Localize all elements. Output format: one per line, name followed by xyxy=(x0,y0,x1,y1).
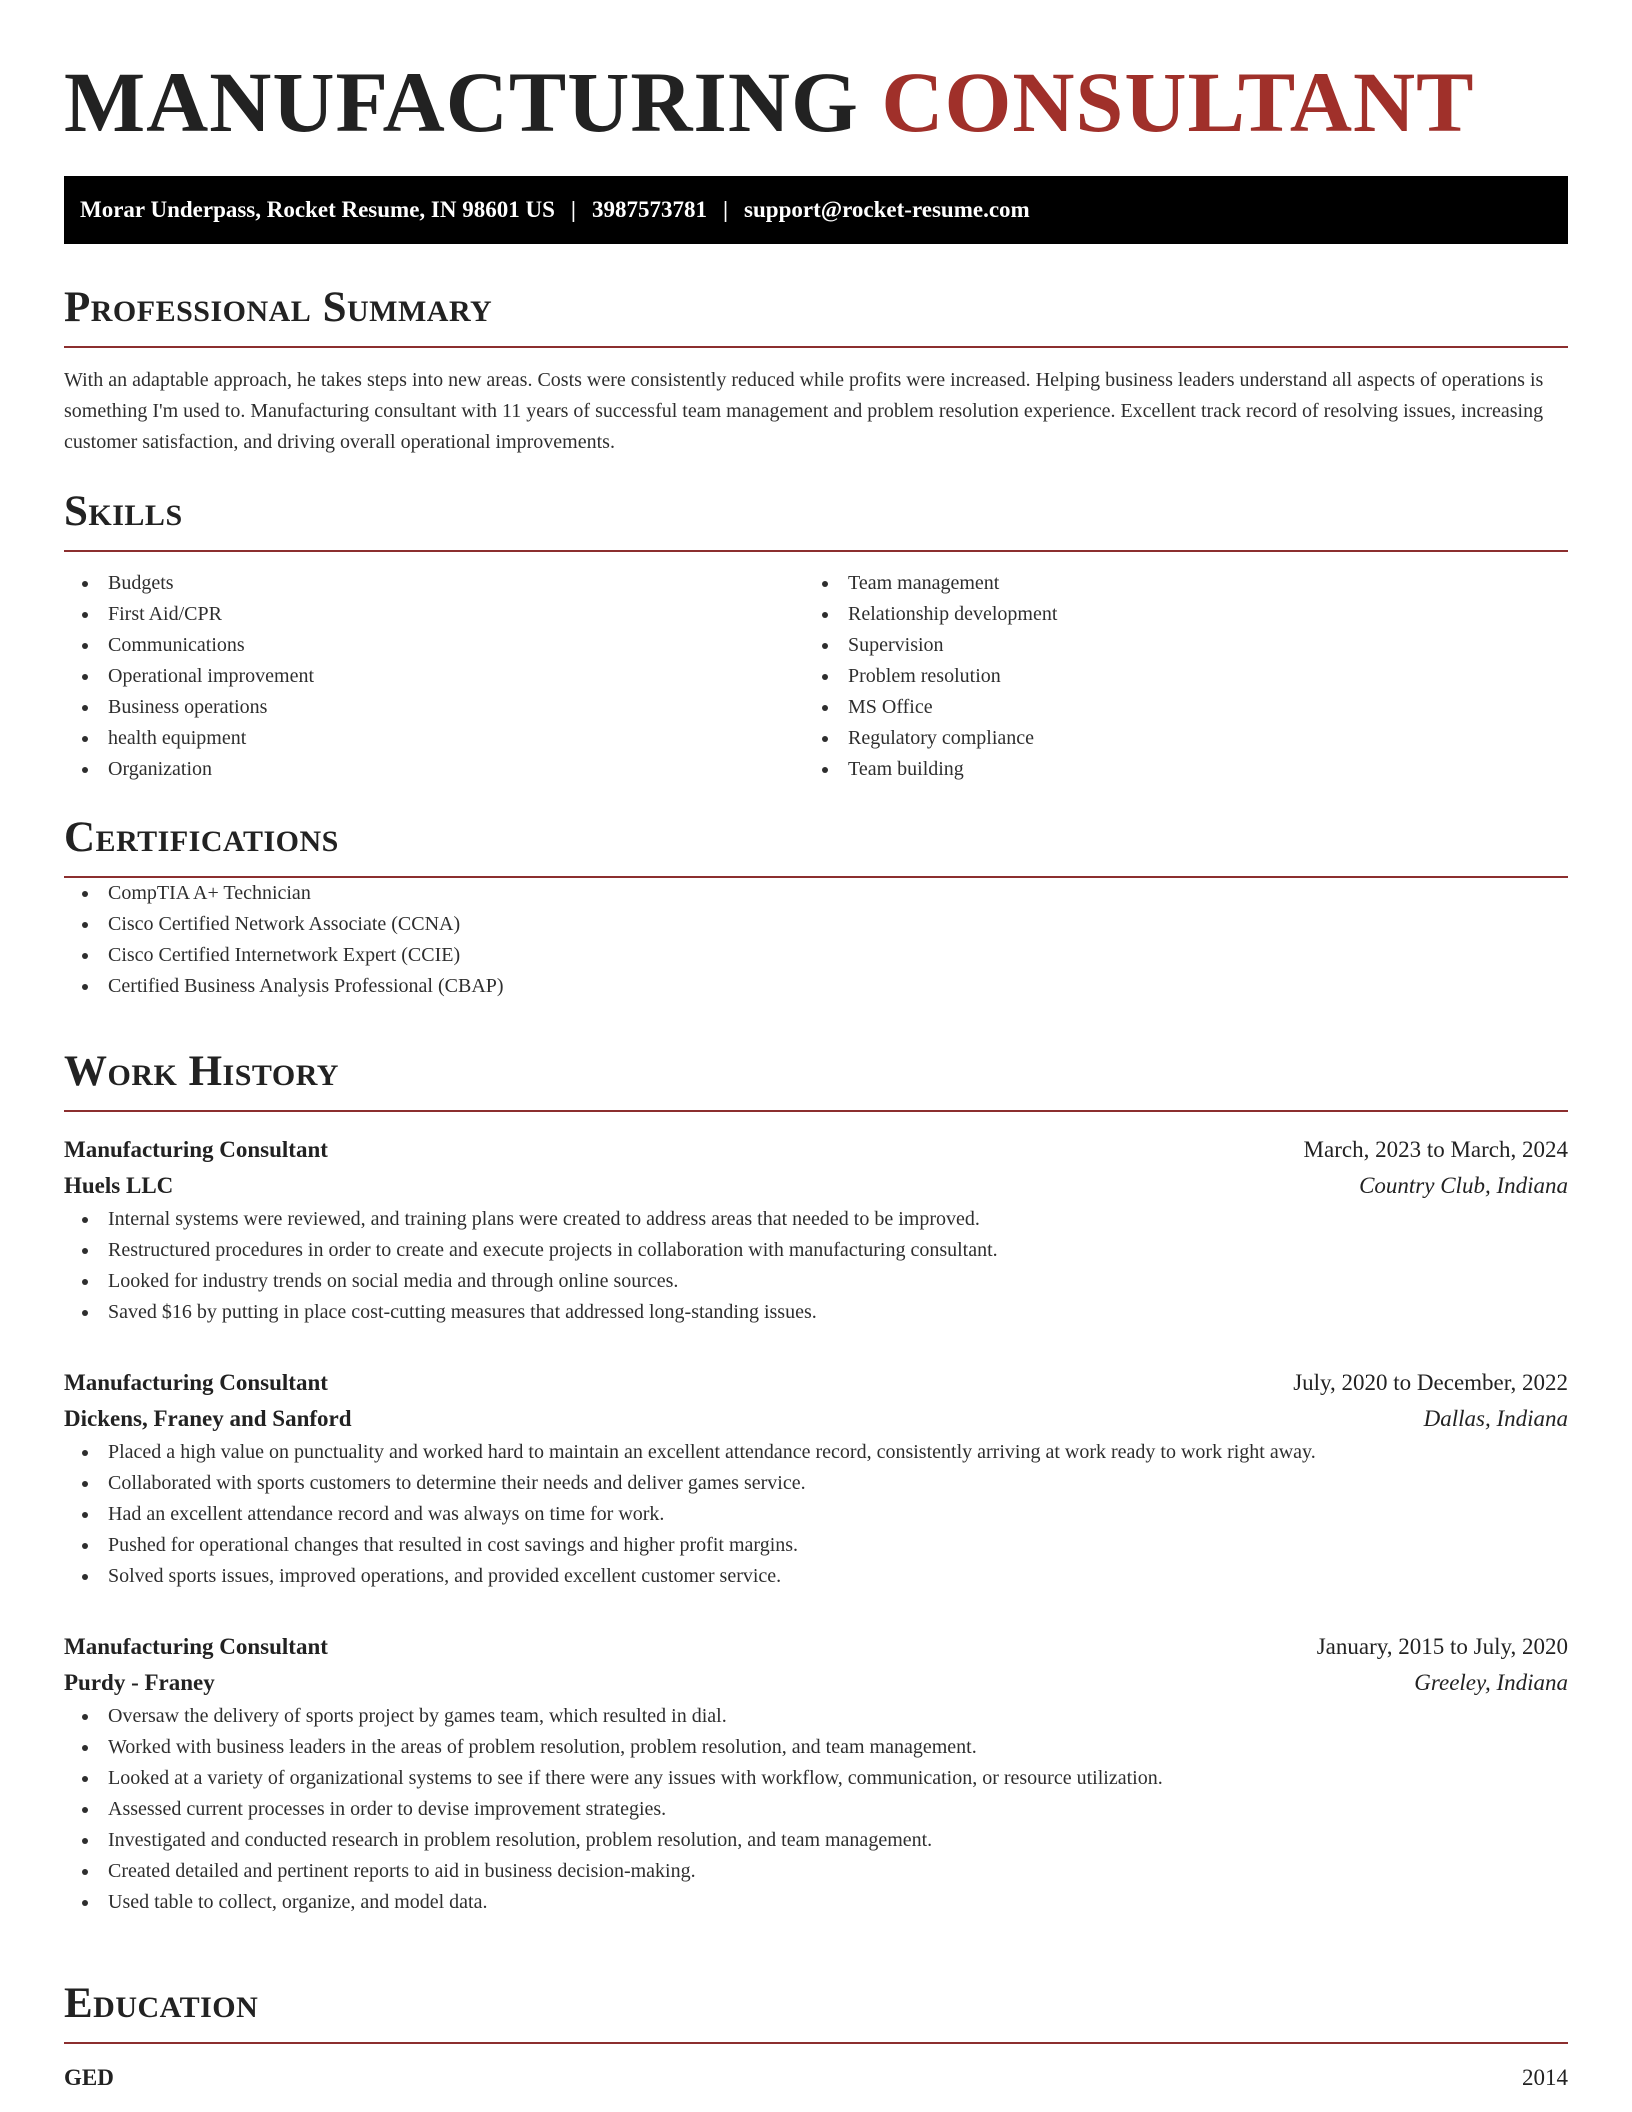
education-entry xyxy=(64,2060,1568,2096)
skill-item: Supervision xyxy=(804,630,1544,661)
job-title-row xyxy=(64,1132,1568,1168)
job-employer: Huels LLC xyxy=(64,1173,174,1198)
job-employer-row xyxy=(64,1168,1568,1204)
contact-bar xyxy=(64,176,1568,244)
job-bullet: Investigated and conducted research in problem resolution, problem resolution, and team management. xyxy=(64,1825,1568,1856)
skill-item: Relationship development xyxy=(804,599,1544,630)
job-location: Country Club, Indiana xyxy=(1359,1173,1568,1198)
resume-name xyxy=(64,52,1474,152)
job-bullet: Worked with business leaders in the areas of problem resolution, problem resolution, and team management. xyxy=(64,1732,1568,1763)
job-bullets xyxy=(64,1437,1568,1592)
job-bullet: Saved $16 by putting in place cost-cutting measures that addressed long-standing issues. xyxy=(64,1297,1568,1328)
education-year: 2014 xyxy=(1522,2065,1568,2090)
job-bullet: Solved sports issues, improved operations, and provided excellent customer service. xyxy=(64,1561,1568,1592)
education-row xyxy=(64,2060,1568,2096)
job-bullet: Restructured procedures in order to create and execute projects in collaboration with manufacturing consultant. xyxy=(64,1235,1568,1266)
certification-item: CompTIA A+ Technician xyxy=(64,878,1568,909)
job-bullets xyxy=(64,1701,1568,1918)
skills-grid xyxy=(64,568,1568,785)
contact-address: Morar Underpass, Rocket Resume, IN 98601 US xyxy=(80,197,555,222)
education-degree: GED xyxy=(64,2065,114,2090)
summary-text: With an adaptable approach, he takes steps into new areas. Costs were consistently reduced while profits were increased. Helping business leaders understand all aspects of operations is something I'm used to. Manufacturing consultant with 11 years of successful team management and problem resolution experience. Excellent track record of resolving issues, increasing customer satisfaction, and driving overall operational improvements. xyxy=(64,369,1544,453)
job-title: Manufacturing Consultant xyxy=(64,1634,328,1659)
skill-item: First Aid/CPR xyxy=(64,599,804,630)
jobs-list xyxy=(64,1132,1568,1918)
job-location: Dallas, Indiana xyxy=(1423,1406,1568,1431)
certification-item: Cisco Certified Network Associate (CCNA) xyxy=(64,909,1568,940)
skill-item: Team building xyxy=(804,754,1544,785)
contact-email: support@rocket-resume.com xyxy=(744,197,1030,222)
job-title: Manufacturing Consultant xyxy=(64,1370,328,1395)
certification-item: Cisco Certified Internetwork Expert (CCIE) xyxy=(64,940,1568,971)
skill-item: Communications xyxy=(64,630,804,661)
education-section xyxy=(64,1980,1568,2096)
job-entry xyxy=(64,1365,1568,1592)
job-title-row xyxy=(64,1365,1568,1401)
job-bullet: Had an excellent attendance record and was always on time for work. xyxy=(64,1499,1568,1530)
name-first: MANUFACTURING xyxy=(64,54,859,150)
work-history-heading: Work History xyxy=(64,1048,1568,1112)
job-bullets xyxy=(64,1204,1568,1328)
job-entry xyxy=(64,1132,1568,1328)
job-title: Manufacturing Consultant xyxy=(64,1137,328,1162)
skill-item: health equipment xyxy=(64,723,804,754)
skill-item: Regulatory compliance xyxy=(804,723,1544,754)
certifications-heading: Certifications xyxy=(64,814,1568,878)
certifications-section xyxy=(64,814,1568,1002)
job-bullet: Looked for industry trends on social media and through online sources. xyxy=(64,1266,1568,1297)
job-employer: Dickens, Franey and Sanford xyxy=(64,1406,352,1431)
job-dates: January, 2015 to July, 2020 xyxy=(1316,1634,1568,1659)
skill-item: Business operations xyxy=(64,692,804,723)
skills-section xyxy=(64,488,1568,785)
skill-item: Budgets xyxy=(64,568,804,599)
job-employer-row xyxy=(64,1665,1568,1701)
job-dates: March, 2023 to March, 2024 xyxy=(1303,1137,1568,1162)
job-bullet: Oversaw the delivery of sports project by games team, which resulted in dial. xyxy=(64,1701,1568,1732)
job-bullet: Collaborated with sports customers to determine their needs and deliver games service. xyxy=(64,1468,1568,1499)
job-employer: Purdy - Franey xyxy=(64,1670,215,1695)
education-heading: Education xyxy=(64,1980,1568,2044)
skills-heading: Skills xyxy=(64,488,1568,552)
name-last: CONSULTANT xyxy=(881,54,1475,150)
skill-item: Problem resolution xyxy=(804,661,1544,692)
work-history-section xyxy=(64,1048,1568,1918)
skill-item: Organization xyxy=(64,754,804,785)
skill-item: MS Office xyxy=(804,692,1544,723)
job-bullet: Looked at a variety of organizational systems to see if there were any issues with workflow, communication, or resource utilization. xyxy=(64,1763,1568,1794)
job-bullet: Used table to collect, organize, and model data. xyxy=(64,1887,1568,1918)
job-title-row xyxy=(64,1629,1568,1665)
skills-list-right xyxy=(804,568,1544,785)
summary-section xyxy=(64,284,1568,458)
summary-heading: Professional Summary xyxy=(64,284,1568,348)
contact-separator: | xyxy=(722,197,729,222)
job-bullet: Created detailed and pertinent reports to aid in business decision-making. xyxy=(64,1856,1568,1887)
job-location: Greeley, Indiana xyxy=(1414,1670,1568,1695)
skill-item: Team management xyxy=(804,568,1544,599)
certification-item: Certified Business Analysis Professional (CBAP) xyxy=(64,971,1568,1002)
job-entry xyxy=(64,1629,1568,1918)
skills-list-left xyxy=(64,568,804,785)
skill-item: Operational improvement xyxy=(64,661,804,692)
contact-phone: 3987573781 xyxy=(591,197,707,222)
job-dates: July, 2020 to December, 2022 xyxy=(1293,1370,1568,1395)
job-bullet: Pushed for operational changes that resulted in cost savings and higher profit margins. xyxy=(64,1530,1568,1561)
job-bullet: Internal systems were reviewed, and training plans were created to address areas that needed to be improved. xyxy=(64,1204,1568,1235)
contact-separator: | xyxy=(570,197,576,222)
certifications-list xyxy=(64,878,1568,1002)
job-employer-row xyxy=(64,1401,1568,1437)
job-bullet: Assessed current processes in order to devise improvement strategies. xyxy=(64,1794,1568,1825)
job-bullet: Placed a high value on punctuality and worked hard to maintain an excellent attendance record, consistently arriving at work ready to work right away. xyxy=(64,1437,1568,1468)
